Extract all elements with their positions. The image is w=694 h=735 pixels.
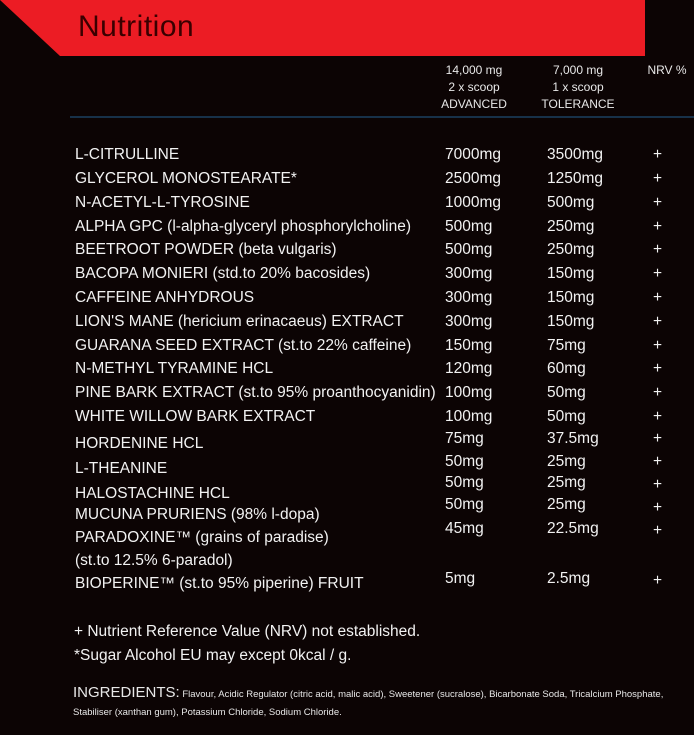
ingredient-name: N-METHYL TYRAMINE HCL — [75, 360, 274, 377]
advanced-amount: 500mg — [445, 241, 493, 258]
table-row — [0, 453, 694, 478]
ingredients-block — [73, 684, 673, 722]
ingredient-name: ALPHA GPC (l-alpha-glyceryl phosphorylcholine) — [75, 218, 411, 235]
nrv-value: + — [653, 337, 663, 354]
ingredient-name: PARADOXINE™ (grains of paradise) — [75, 529, 329, 546]
ingredient-name: MUCUNA PRURIENS (98% l-dopa) — [75, 506, 320, 523]
table-row — [0, 313, 694, 335]
ingredient-name: BIOPERINE™ (st.to 95% piperine) FRUIT — [75, 575, 364, 592]
tolerance-amount: 22.5mg — [547, 520, 599, 537]
nrv-value: + — [653, 241, 663, 258]
nrv-value: + — [653, 289, 663, 306]
tolerance-amount: 250mg — [547, 218, 595, 235]
ingredient-name: (st.to 12.5% 6-paradol) — [75, 552, 233, 569]
table-row — [0, 146, 694, 168]
ingredients-label: INGREDIENTS: — [73, 684, 180, 701]
nrv-footnote: + Nutrient Reference Value (NRV) not established. — [74, 623, 421, 640]
ingredient-name: HALOSTACHINE HCL — [75, 485, 230, 502]
ingredient-name: LION'S MANE (hericium erinacaeus) EXTRACT — [75, 313, 404, 330]
tolerance-amount: 3500mg — [547, 146, 604, 163]
advanced-amount: 1000mg — [445, 194, 502, 211]
tolerance-amount: 50mg — [547, 384, 586, 401]
tolerance-amount: 150mg — [547, 265, 595, 282]
ingredient-name: N-ACETYL-L-TYROSINE — [75, 194, 250, 211]
nrv-value: + — [653, 194, 663, 211]
advanced-amount: 7000mg — [445, 146, 502, 163]
table-row — [0, 218, 694, 240]
advanced-amount: 300mg — [445, 313, 493, 330]
sugar-alcohol-footnote: *Sugar Alcohol EU may except 0kcal / g. — [74, 647, 352, 664]
table-row — [0, 337, 694, 359]
ingredient-name: BACOPA MONIERI (std.to 20% bacosides) — [75, 265, 371, 282]
advanced-scoops: 2 x scoop — [448, 80, 500, 94]
table-row — [0, 194, 694, 216]
nrv-value: + — [653, 476, 663, 493]
nrv-value: + — [653, 360, 663, 377]
tolerance-amount: 2.5mg — [547, 570, 591, 587]
table-row — [0, 570, 694, 597]
advanced-amount: 500mg — [445, 218, 493, 235]
table-row — [0, 360, 694, 382]
advanced-amount: 5mg — [445, 570, 476, 587]
nrv-value: + — [653, 146, 663, 163]
tolerance-column-header — [538, 62, 618, 113]
nrv-value: + — [653, 384, 663, 401]
advanced-dose: 14,000 mg — [445, 63, 503, 77]
ingredient-name: L-THEANINE — [75, 460, 168, 477]
advanced-amount: 100mg — [445, 408, 493, 425]
advanced-amount: 45mg — [445, 520, 484, 537]
nrv-value: + — [653, 522, 663, 539]
nrv-value: + — [653, 265, 663, 282]
page-title: Nutrition — [78, 10, 195, 43]
tolerance-amount: 25mg — [547, 453, 586, 470]
advanced-amount: 300mg — [445, 289, 493, 306]
tolerance-amount: 37.5mg — [547, 430, 599, 447]
tolerance-dose: 7,000 mg — [552, 63, 604, 77]
tolerance-amount: 50mg — [547, 408, 586, 425]
nrv-value: + — [653, 170, 663, 187]
ingredient-name: GLYCEROL MONOSTEARATE* — [75, 170, 297, 187]
tolerance-amount: 1250mg — [547, 170, 604, 187]
tolerance-amount: 150mg — [547, 313, 595, 330]
ingredient-name: CAFFEINE ANHYDROUS — [75, 289, 255, 306]
advanced-amount: 50mg — [445, 474, 484, 491]
ingredient-name: GUARANA SEED EXTRACT (st.to 22% caffeine) — [75, 337, 412, 354]
tolerance-amount: 500mg — [547, 194, 595, 211]
table-row — [0, 520, 694, 551]
advanced-label: ADVANCED — [441, 97, 507, 111]
advanced-amount: 100mg — [445, 384, 493, 401]
table-row — [0, 432, 694, 454]
advanced-amount: 300mg — [445, 265, 493, 282]
table-row — [0, 170, 694, 192]
tolerance-amount: 25mg — [547, 474, 586, 491]
ingredients-list: Flavour, Acidic Regulator (citric acid, malic acid), Sweetener (sucralose), Bicarbonate Soda, Tricalcium Phosphate, Stabiliser (xanthan gum), Potassium Chloride, Sodium Chloride. — [73, 689, 664, 718]
table-row — [0, 265, 694, 287]
tolerance-amount: 250mg — [547, 241, 595, 258]
nrv-value: + — [653, 453, 663, 470]
table-row — [0, 408, 694, 430]
table-row — [0, 289, 694, 311]
tolerance-scoops: 1 x scoop — [552, 80, 604, 94]
table-row — [0, 474, 694, 502]
advanced-amount: 50mg — [445, 496, 484, 513]
header-divider — [70, 116, 694, 118]
nrv-value: + — [653, 313, 663, 330]
advanced-column-header — [436, 62, 512, 113]
tolerance-amount: 60mg — [547, 360, 586, 377]
table-row — [0, 384, 694, 406]
advanced-amount: 120mg — [445, 360, 493, 377]
nrv-value: + — [653, 499, 663, 516]
nrv-value: + — [653, 218, 663, 235]
ingredient-name: PINE BARK EXTRACT (st.to 95% proanthocyanidin) — [75, 384, 436, 401]
ingredient-name: BEETROOT POWDER (beta vulgaris) — [75, 241, 337, 258]
ingredient-name: HORDENINE HCL — [75, 435, 204, 452]
table-row — [0, 241, 694, 263]
nrv-column-header: NRV % — [647, 63, 687, 77]
tolerance-amount: 75mg — [547, 337, 586, 354]
ingredient-name: WHITE WILLOW BARK EXTRACT — [75, 408, 316, 425]
nrv-value: + — [653, 408, 663, 425]
tolerance-amount: 150mg — [547, 289, 595, 306]
tolerance-label: TOLERANCE — [541, 97, 615, 111]
tolerance-amount: 25mg — [547, 496, 586, 513]
advanced-amount: 2500mg — [445, 170, 502, 187]
advanced-amount: 150mg — [445, 337, 493, 354]
nrv-value: + — [653, 430, 663, 447]
advanced-amount: 75mg — [445, 430, 484, 447]
nrv-value: + — [653, 572, 663, 589]
ingredient-name: L-CITRULLINE — [75, 146, 180, 163]
advanced-amount: 50mg — [445, 453, 484, 470]
